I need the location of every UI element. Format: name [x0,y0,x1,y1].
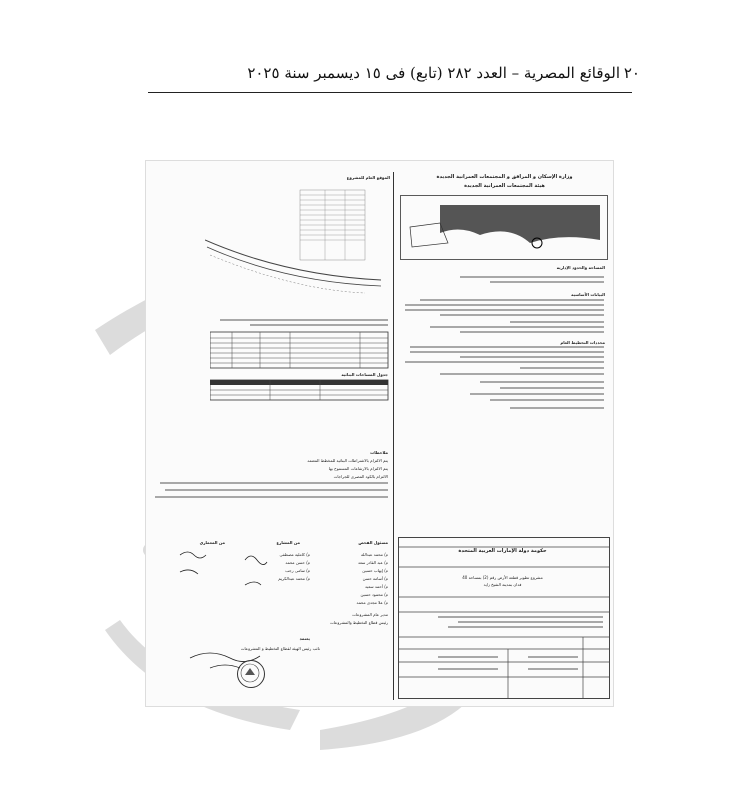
map-title: الموقع العام للمشروع [346,175,390,180]
signature-col2-head: من المشارع [276,540,300,545]
signature-name: م/ أحمد سعيد [365,584,388,589]
signature-name: م/ أسامة حسن [362,576,388,581]
site-plan-drawing [205,185,391,315]
signature-footer-a: مدير عام المشروعات [352,612,388,617]
section-heading-planning: محددات التخطيط العام [560,340,605,345]
signature-scribbles [150,540,390,690]
section-heading-basic: البيانات الأساسية [571,292,605,297]
signature-name: م/ محمد عبدالله [361,552,388,557]
signature-footer-b: رئيس قطاع التخطيط والمشروعات [329,620,388,625]
signature-name: م/ سامى رجب [285,568,310,573]
signature-name: م/ محمد عبدالكريم [278,576,310,581]
page-number: ٢٠ [623,64,640,82]
seal-emblem [237,660,263,686]
notes-text-lines [150,480,390,505]
approver-title: نائب رئيس الهيئة لقطاع التخطيط و المشروعات [240,646,320,651]
signature-name: م/ عبد القادر سعد [358,560,388,565]
note-1: يتم الالتزام بالاشتراطات البنائية للمخطط المعتمد [307,458,388,463]
signature-name: م/ إيهاب حسين [362,568,388,573]
approval-label: يعتمد [299,636,310,641]
page-header-title: الوقائع المصرية – العدد ٢٨٢ (تابع) فى ١٥ ديسمبر سنة ٢٠٢٥ [247,64,620,82]
signature-col1-head: مسئول الفحص [358,540,388,545]
area-tables [210,318,390,418]
title-block-project-line1: مشروع تطوير قطعة الأرض رقم (2) بمساحة 40 [462,575,543,580]
signature-name: م/ كاملية مصطفى [279,552,310,557]
title-block-grid [398,537,609,698]
note-2: يتم الالتزام بالارتفاعات المسموح بها [328,466,388,471]
note-3: الالتزام بالكود المصرى للجراجات [333,474,388,479]
notes-heading: ملاحظات [370,450,388,455]
section-heading-area: المساحة والحدود الإدارية [556,265,605,270]
table-heading: جدول المساحات البنائية [341,372,388,377]
title-block-government: حكومة دولة الإمارات العربية المتحدة [458,548,547,554]
right-text-lines [400,270,606,420]
title-block-project-line2: فدان بمدينة الشيخ زايد [483,582,522,587]
ministry-name: وزارة الإسكان و المرافق و المجتمعات العمرانية الجديدة [436,174,573,180]
signature-col3-head: من المعماري [199,540,225,545]
signature-name: م/ حسن محمد [285,560,310,565]
signature-name: م/ محمود حسين [360,592,388,597]
authority-name: هيئة المجتمعات العمرانية الجديدة [464,183,545,189]
sheet-divider [393,172,394,700]
signature-name: م/ علا مجدى محمد [356,600,388,605]
location-map [400,195,608,260]
